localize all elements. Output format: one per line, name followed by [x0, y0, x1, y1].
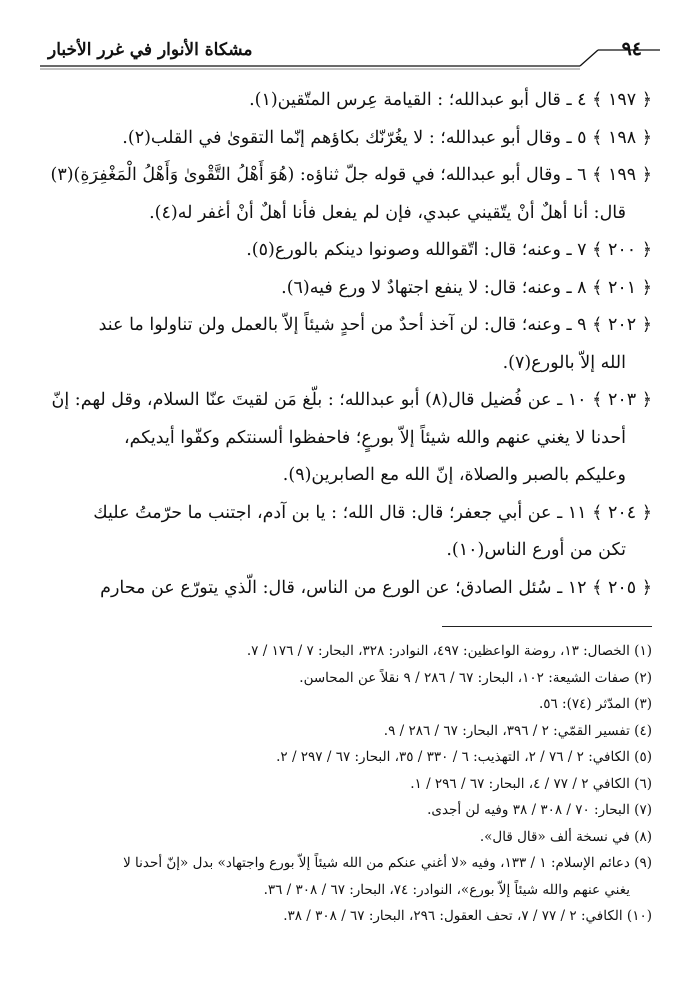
- footnote-line: (٧) البحار: ٧٠ / ٣٠٨ / ٣٨ وفيه لن أجدى.: [427, 802, 652, 818]
- footnote: [36, 638, 652, 665]
- hadith-line: الله إلاّ بالورع(٧).: [502, 352, 626, 373]
- footnote: [36, 665, 652, 692]
- page-header: [40, 36, 660, 72]
- running-title: مشكاة الأنوار في غرر الأخبار: [48, 40, 253, 60]
- hadith-entry: [36, 82, 652, 120]
- hadith-line: ﴿ ١٩٨ ﴾ ٥ ـ وقال أبو عبدالله؛ : لا يغُرّنّك بكاؤهم إنّما التقوىٰ في القلب(٢).: [122, 127, 652, 148]
- footnote-line: (٥) الكافي: ٢ / ٧٦ / ٢، التهذيب: ٦ / ٣٣٠ / ٣٥، البحار: ٦٧ / ٢٩٧ / ٢.: [276, 749, 652, 765]
- hadith-entry: [36, 270, 652, 308]
- hadith-line: أحدنا لا يغني عنهم والله شيئاً إلاّ بورعٍ؛ فاحفظوا ألسنتكم وكفّوا أيديكم،: [123, 427, 626, 448]
- footnote: [36, 771, 652, 798]
- hadith-line: ﴿ ١٩٧ ﴾ ٤ ـ قال أبو عبدالله؛ : القيامة عِرس المتّقين(١).: [249, 90, 652, 110]
- hadith-entry: [36, 120, 652, 158]
- footnote-line: (٦) الكافي ٢ / ٧٧ / ٤، البحار: ٦٧ / ٢٩٦ / ١.: [410, 775, 652, 792]
- hadith-entry: [36, 570, 652, 608]
- footnote-line: (٢) صفات الشيعة: ١٠٢، البحار: ٦٧ / ٢٨٦ / ٩ نقلاً عن المحاسن.: [299, 669, 652, 686]
- footnote-divider: [442, 626, 652, 627]
- hadith-entry: [36, 382, 652, 495]
- hadith-line: تكن من أورع الناس(١٠).: [446, 540, 626, 560]
- footnote: [36, 797, 652, 824]
- footnote: [36, 850, 652, 903]
- hadith-line: ﴿ ٢٠٣ ﴾ ١٠ ـ عن فُضيل قال(٨) أبو عبدالله؛ : بلّغ مَن لقيتَ عنّا السلام، وقل لهم: إنّ: [51, 390, 652, 410]
- hadith-line: ﴿ ١٩٩ ﴾ ٦ ـ وقال أبو عبدالله؛ في قوله جلّ ثناؤه: (هُوَ أَهْلُ التَّقْوىٰ وَأَهْلُ الْمَغْفِرَةِ)(٣): [50, 165, 652, 185]
- hadith-line: ﴿ ٢٠٥ ﴾ ١٢ ـ سُئل الصادق؛ عن الورع من الناس، قال: الّذي يتورّع عن محارم: [100, 577, 652, 598]
- footnote-line: (٩) دعائم الإسلام: ١ / ١٣٣، وفيه «لا أغني عنكم من الله شيئاً إلاّ بورع واجتهاد» بدل «إنّ أحدنا لا: [123, 855, 652, 871]
- hadith-line: ﴿ ٢٠٠ ﴾ ٧ ـ وعنه؛ قال: اتّقوالله وصونوا دينكم بالورع(٥).: [246, 240, 652, 260]
- hadith-entry: [36, 307, 652, 382]
- page-number: ٩٤: [621, 38, 642, 60]
- hadith-line: ﴿ ٢٠١ ﴾ ٨ ـ وعنه؛ قال: لا ينفع اجتهادٌ لا ورع فيه(٦).: [281, 277, 652, 298]
- footnote-line: (١) الخصال: ١٣، روضة الواعظين: ٤٩٧، النوادر: ٣٢٨، البحار: ٧ / ١٧٦ / ٧.: [246, 643, 652, 659]
- hadith-line: ﴿ ٢٠٢ ﴾ ٩ ـ وعنه؛ قال: لن آخذ أحدٌ من أحدٍ شيئاً إلاّ بالعمل ولن تناولوا ما عند: [98, 315, 652, 335]
- hadith-entry: [36, 157, 652, 232]
- hadith-line: قال: أنا أهلٌ أنْ يتّقيني عبدي، فإن لم يفعل فأنا أهلٌ أنْ أغفر له(٤).: [149, 202, 626, 223]
- footnotes: [36, 638, 652, 930]
- hadith-line: ﴿ ٢٠٤ ﴾ ١١ ـ عن أبي جعفر؛ قال: قال الله؛ : يا بن آدم، اجتنب ما حرّمتُ عليك: [93, 502, 652, 523]
- footnote-line: (٣) المدّثر (٧٤): ٥٦.: [538, 696, 652, 712]
- footnote-line: (٤) تفسير القمّي: ٢ / ٣٩٦، البحار: ٦٧ / ٢٨٦ / ٩.: [383, 722, 652, 739]
- footnote: [36, 718, 652, 745]
- hadith-entry: [36, 495, 652, 570]
- footnote-line: (١٠) الكافي: ٢ / ٧٧ / ٧، تحف العقول: ٢٩٦، البحار: ٦٧ / ٣٠٨ / ٣٨.: [283, 908, 652, 924]
- footnote-line: (٨) في نسخة ألف «قال قال».: [479, 828, 652, 845]
- footnote: [36, 691, 652, 718]
- footnote-line: يغني عنهم والله شيئاً إلاّ بورع»، النوادر: ٧٤، البحار: ٦٧ / ٣٠٨ / ٣٦.: [263, 881, 630, 898]
- hadith-list: [36, 82, 652, 607]
- footnote: [36, 903, 652, 930]
- hadith-entry: [36, 232, 652, 270]
- hadith-line: وعليكم بالصبر والصلاة، إنّ الله مع الصابرين(٩).: [282, 465, 626, 485]
- footnote: [36, 824, 652, 851]
- footnote: [36, 744, 652, 771]
